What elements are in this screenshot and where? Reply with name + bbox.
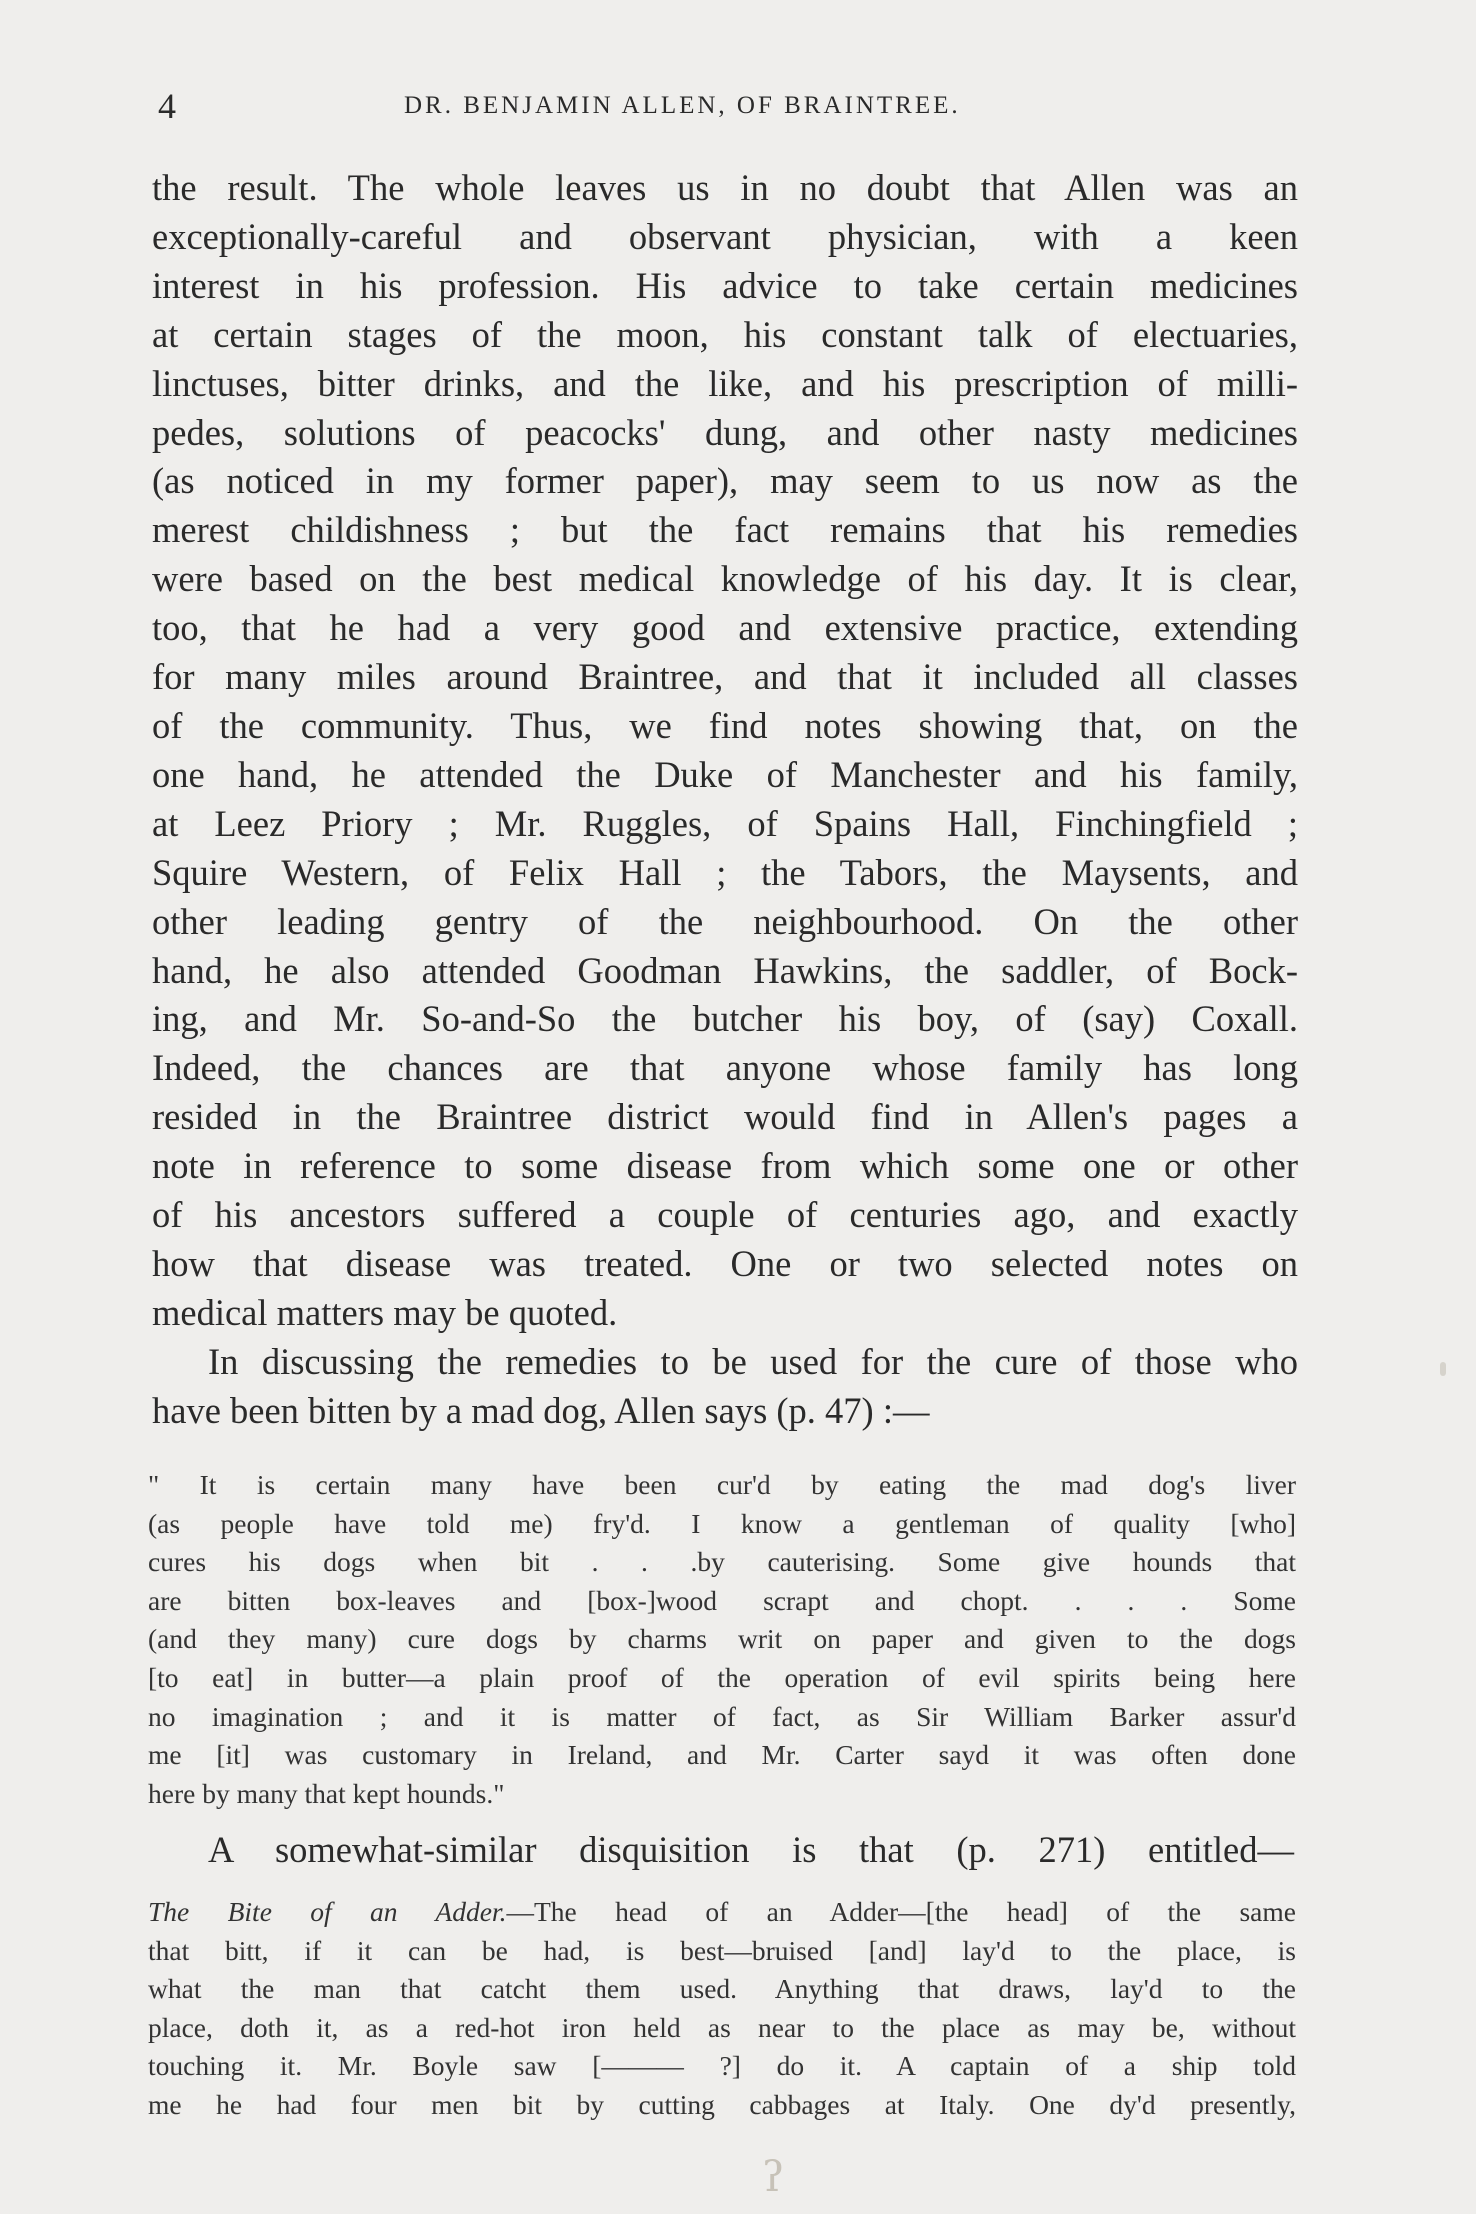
text-line: note in reference to some disease from which some one or other (152, 1145, 1298, 1187)
page-number: 4 (158, 86, 176, 126)
page-smudge (1440, 1362, 1446, 1376)
text-line: of the community. Thus, we find notes showing that, on the (152, 704, 1298, 746)
quote-line: (and they many) cure dogs by charms writ on paper and given to the dogs (148, 1623, 1296, 1655)
text-line: linctuses, bitter drinks, and the like, and his prescription of milli- (152, 362, 1298, 404)
text-line: (as noticed in my former paper), may seem to us now as the (152, 460, 1298, 502)
paragraph-3 (208, 1826, 1294, 1874)
running-title: DR. BENJAMIN ALLEN, OF BRAINTREE. (404, 92, 961, 119)
quote-line (148, 1893, 1296, 1932)
text-line: exceptionally-careful and observant physician, with a keen (152, 215, 1298, 257)
quote-line: " It is certain many have been cur'd by eating the mad dog's liver (148, 1469, 1296, 1500)
block-quote (148, 1466, 1296, 1813)
quote-line: me he had four men bit by cutting cabbages at Italy. One dy'd presently, (148, 2088, 1296, 2120)
adder-quote (148, 1893, 1296, 2125)
text-line: at Leez Priory ; Mr. Ruggles, of Spains Hall, Finchingfield ; (152, 802, 1298, 844)
text-line: how that disease was treated. One or two selected notes on (152, 1242, 1298, 1284)
quote-line: me [it] was customary in Ireland, and Mr. Carter sayd it was often done (148, 1739, 1296, 1771)
text-line: Indeed, the chances are that anyone whose family has long (152, 1047, 1298, 1089)
text-line: hand, he also attended Goodman Hawkins, the saddler, of Bock- (152, 949, 1298, 991)
text-line: interest in his profession. His advice to take certain medicines (152, 264, 1298, 306)
quote-line: [to eat] in butter—a plain proof of the operation of evil spirits being here (148, 1661, 1296, 1693)
text-line: have been bitten by a mad dog, Allen says (p. 47) :— (152, 1389, 930, 1431)
running-head (150, 86, 1300, 126)
text-line: one hand, he attended the Duke of Manchester and his family, (152, 753, 1298, 795)
text-line: at certain stages of the moon, his constant talk of electuaries, (152, 313, 1298, 355)
text-line: for many miles around Braintree, and that it included all classes (152, 656, 1298, 698)
quote-line: touching it. Mr. Boyle saw [——— ?] do it. A captain of a ship told (148, 2050, 1296, 2082)
quote-line: no imagination ; and it is matter of fact, as Sir William Barker assur'd (148, 1700, 1296, 1732)
text-line: pedes, solutions of peacocks' dung, and other nasty medicines (152, 411, 1298, 453)
paragraph-1 (152, 164, 1298, 1436)
adder-title: The Bite of an Adder. (148, 1896, 507, 1927)
text-line: too, that he had a very good and extensive practice, extending (152, 607, 1298, 649)
quote-line: (as people have told me) fry'd. I know a gentleman of quality [who] (148, 1507, 1296, 1539)
text-line: medical matters may be quoted. (152, 1291, 618, 1333)
text-line: ing, and Mr. So-and-So the butcher his boy, of (say) Coxall. (152, 998, 1298, 1040)
text-line: In discussing the remedies to be used for the cure of those who (208, 1340, 1298, 1382)
quote-line: place, doth it, as a red-hot iron held as near to the place as may be, without (148, 2011, 1296, 2043)
text-line: resided in the Braintree district would find in Allen's pages a (152, 1096, 1298, 1138)
quote-line: what the man that catcht them used. Anything that draws, lay'd to the (148, 1973, 1296, 2005)
quote-line: cures his dogs when bit . . .by cauterising. Some give hounds that (148, 1546, 1296, 1578)
adder-first-line: —The head of an Adder—[the head] of the same (506, 1896, 1296, 1927)
text-line: Squire Western, of Felix Hall ; the Tabors, the Maysents, and (152, 851, 1298, 893)
text-line: merest childishness ; but the fact remains that his remedies (152, 509, 1298, 551)
text-line: of his ancestors suffered a couple of centuries ago, and exactly (152, 1194, 1298, 1236)
quote-line: that bitt, if it can be had, is best—bruised [and] lay'd to the place, is (148, 1934, 1296, 1966)
pencil-mark: ʔ (762, 2152, 785, 2201)
text-line: the result. The whole leaves us in no doubt that Allen was an (152, 167, 1298, 208)
text-line: A somewhat-similar disquisition is that (p. 271) entitled— (208, 1829, 1294, 1870)
quote-line: are bitten box-leaves and [box-]wood scrapt and chopt. . . . Some (148, 1584, 1296, 1616)
text-line: were based on the best medical knowledge of his day. It is clear, (152, 558, 1298, 600)
text-line: other leading gentry of the neighbourhood. On the other (152, 900, 1298, 942)
quote-line: here by many that kept hounds." (148, 1777, 505, 1809)
